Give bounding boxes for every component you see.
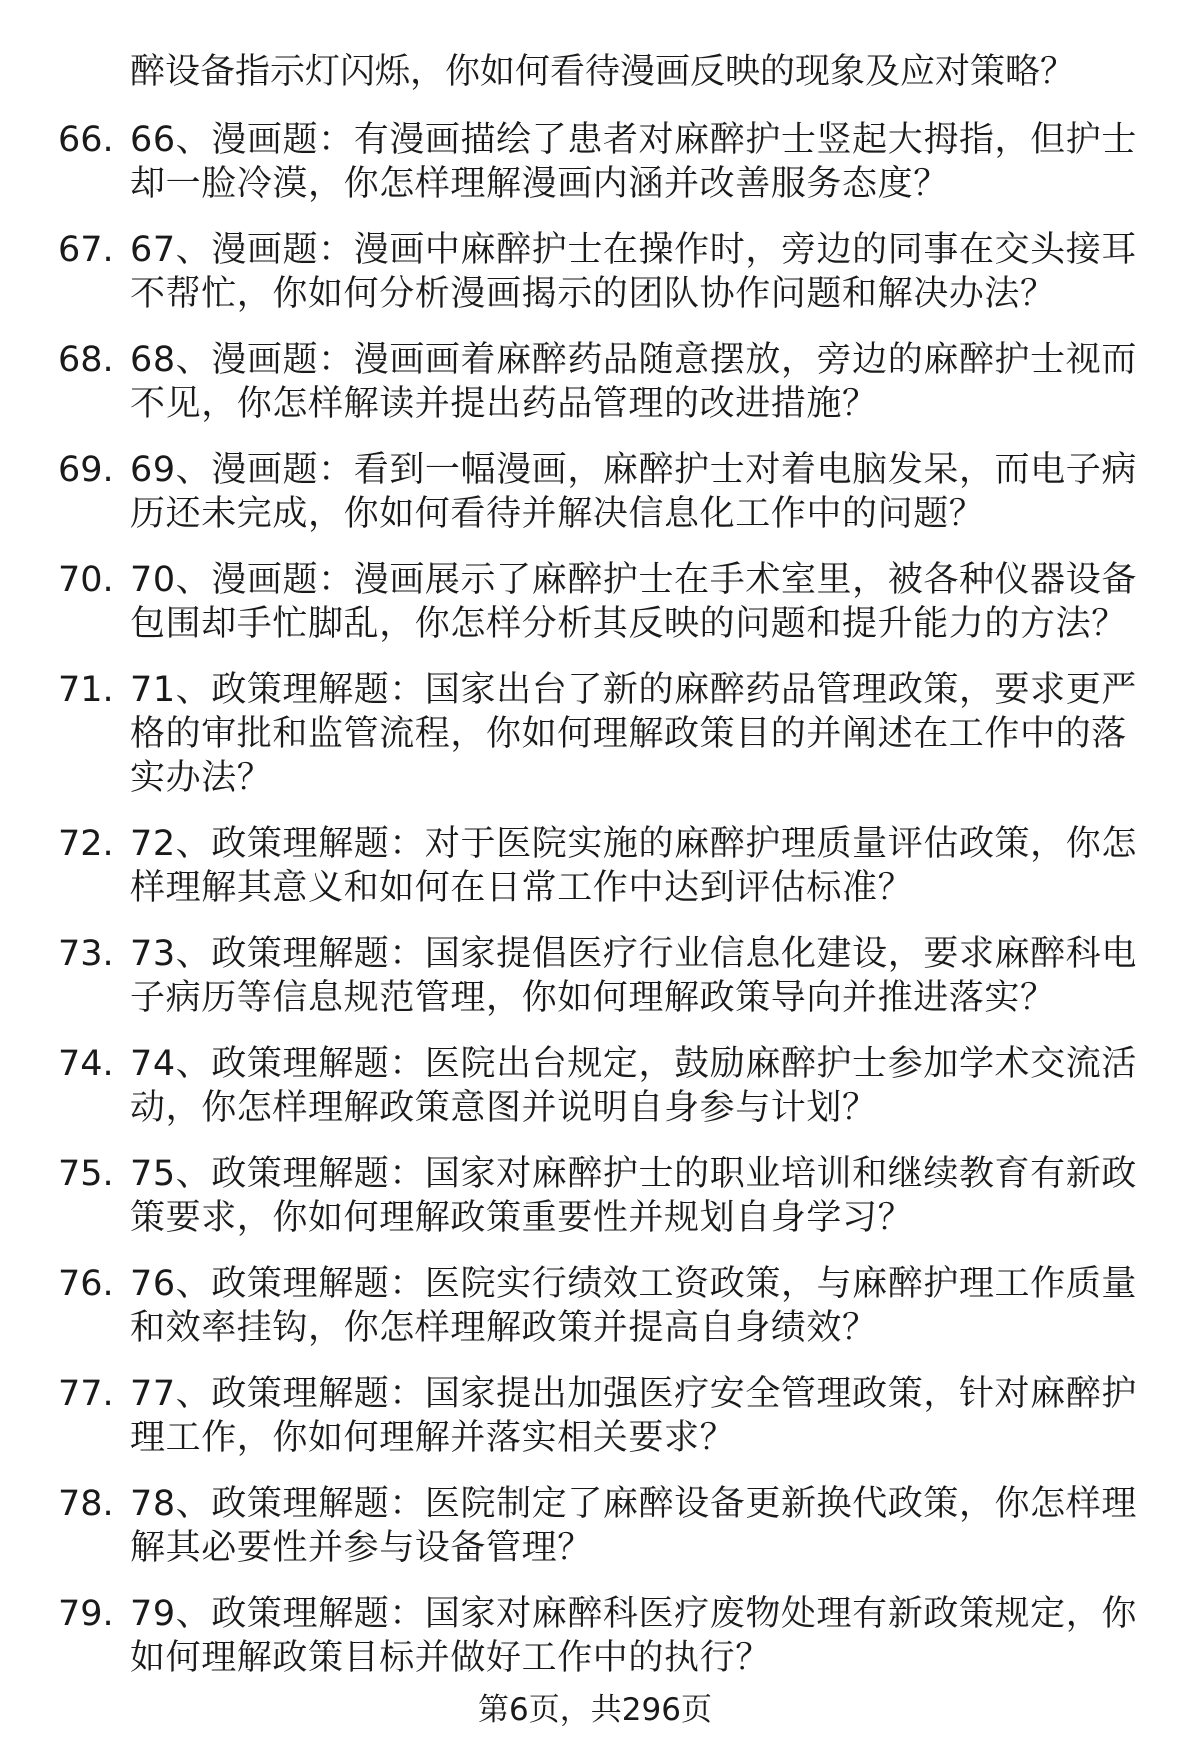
page-footer: 第6页，共296页	[478, 1692, 712, 1728]
item-number: 75.	[58, 1154, 114, 1194]
item-number: 74.	[58, 1044, 114, 1084]
item-number: 69.	[58, 450, 114, 490]
list-item	[0, 448, 1190, 536]
list-item	[0, 558, 1190, 646]
continuation-text: 醉设备指示灯闪烁，你如何看待漫画反映的现象及应对策略？	[130, 52, 1076, 92]
item-number: 72.	[58, 824, 114, 864]
item-text: 76、政策理解题：医院实行绩效工资政策，与麻醉护理工作质量和效率挂钩，你怎样理解政策并提高自身绩效？	[130, 1264, 1137, 1348]
list-item	[0, 1482, 1190, 1570]
item-number: 70.	[58, 560, 114, 600]
item-number: 71.	[58, 670, 114, 710]
item-text: 73、政策理解题：国家提倡医疗行业信息化建设，要求麻醉科电子病历等信息规范管理，你如何理解政策导向并推进落实？	[130, 934, 1137, 1018]
list-item	[0, 1592, 1190, 1680]
item-number: 73.	[58, 934, 114, 974]
item-text: 74、政策理解题：医院出台规定，鼓励麻醉护士参加学术交流活动，你怎样理解政策意图并说明自身参与计划？	[130, 1044, 1137, 1128]
item-text: 71、政策理解题：国家出台了新的麻醉药品管理政策，要求更严格的审批和监管流程，你如何理解政策目的并阐述在工作中的落实办法？	[130, 670, 1137, 798]
item-text: 77、政策理解题：国家提出加强医疗安全管理政策，针对麻醉护理工作，你如何理解并落实相关要求？	[130, 1374, 1137, 1458]
item-text: 72、政策理解题：对于医院实施的麻醉护理质量评估政策，你怎样理解其意义和如何在日常工作中达到评估标准？	[130, 824, 1137, 908]
list-item	[0, 1042, 1190, 1130]
item-text: 70、漫画题：漫画展示了麻醉护士在手术室里，被各种仪器设备包围却手忙脚乱，你怎样分析其反映的问题和提升能力的方法？	[130, 560, 1137, 644]
item-number: 78.	[58, 1484, 114, 1524]
list-item	[0, 932, 1190, 1020]
item-text: 67、漫画题：漫画中麻醉护士在操作时，旁边的同事在交头接耳不帮忙，你如何分析漫画揭示的团队协作问题和解决办法？	[130, 230, 1137, 314]
list-item	[0, 668, 1190, 800]
list-item	[0, 228, 1190, 316]
item-number: 67.	[58, 230, 114, 270]
list-item	[0, 1262, 1190, 1350]
item-text: 79、政策理解题：国家对麻醉科医疗废物处理有新政策规定，你如何理解政策目标并做好工作中的执行？	[130, 1594, 1137, 1678]
item-number: 79.	[58, 1594, 114, 1634]
list-item	[0, 118, 1190, 206]
item-text: 68、漫画题：漫画画着麻醉药品随意摆放，旁边的麻醉护士视而不见，你怎样解读并提出药品管理的改进措施？	[130, 340, 1137, 424]
list-item	[0, 338, 1190, 426]
item-text: 69、漫画题：看到一幅漫画，麻醉护士对着电脑发呆，而电子病历还未完成，你如何看待并解决信息化工作中的问题？	[130, 450, 1137, 534]
item-number: 77.	[58, 1374, 114, 1414]
item-number: 76.	[58, 1264, 114, 1304]
item-number: 66.	[58, 120, 114, 160]
item-text: 78、政策理解题：医院制定了麻醉设备更新换代政策，你怎样理解其必要性并参与设备管理？	[130, 1484, 1137, 1568]
list-item	[0, 822, 1190, 910]
list-item	[0, 1372, 1190, 1460]
item-number: 68.	[58, 340, 114, 380]
list-item	[0, 1152, 1190, 1240]
item-text: 66、漫画题：有漫画描绘了患者对麻醉护士竖起大拇指，但护士却一脸冷漠，你怎样理解漫画内涵并改善服务态度？	[130, 120, 1137, 204]
item-text: 75、政策理解题：国家对麻醉护士的职业培训和继续教育有新政策要求，你如何理解政策重要性并规划自身学习？	[130, 1154, 1137, 1238]
question-list	[0, 118, 1190, 1702]
